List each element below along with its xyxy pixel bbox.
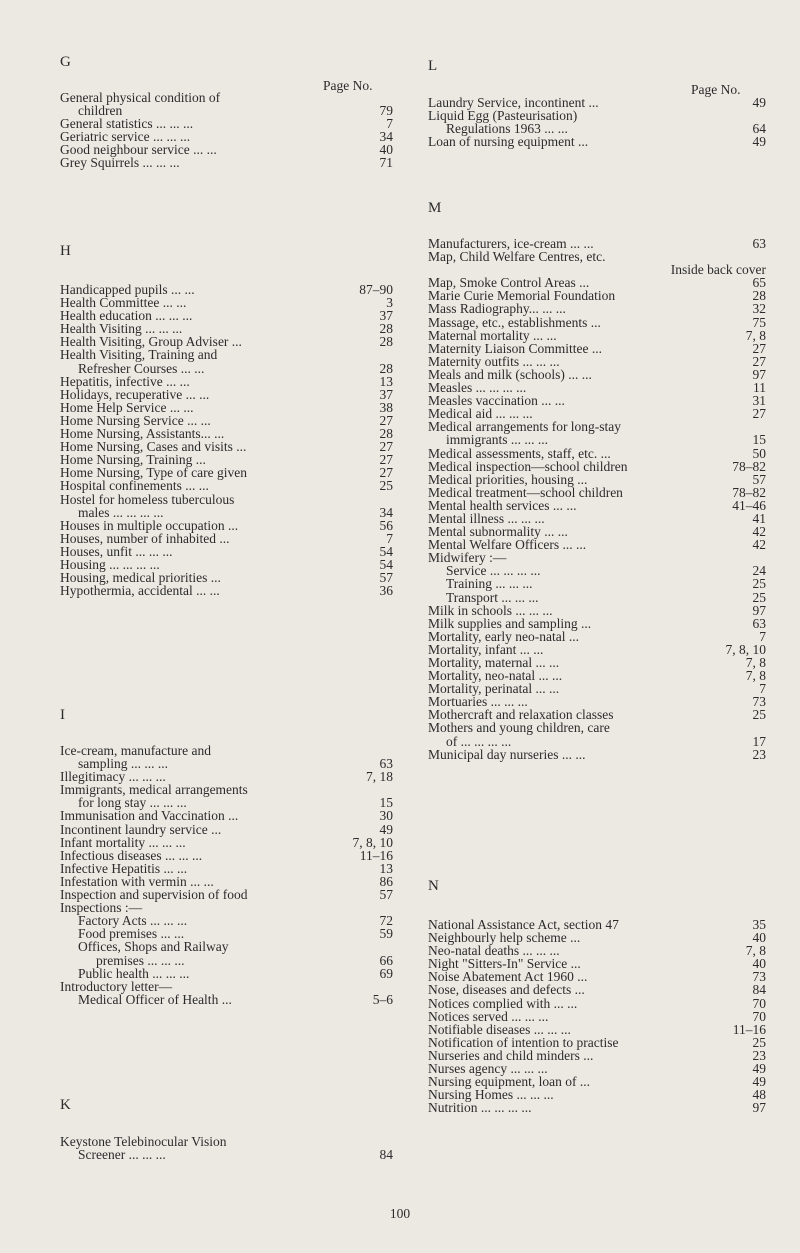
entry-term-line: Liquid Egg (Pasteurisation): [428, 108, 578, 124]
section-m-entries: [428, 237, 766, 761]
entry-term: [428, 1101, 726, 1114]
entry-page-number: 66: [379, 952, 393, 968]
section-l-entries: [428, 96, 766, 148]
section-letter-i: I: [60, 707, 66, 723]
entry-page-number: 27: [379, 412, 393, 428]
entry-term: [60, 156, 353, 169]
entry-term-line: Ice-cream, manufacture and: [60, 743, 212, 758]
entry-term-continuation: sampling ... ... ...: [78, 756, 168, 772]
entry-page-number: 97: [752, 366, 766, 382]
index-subentry: [60, 993, 393, 1006]
entry-page-number: 13: [379, 373, 393, 389]
entry-term-line: Housing ... ... ... ...: [60, 556, 160, 572]
entry-term-line: Houses, number of inhabited ...: [60, 530, 230, 546]
entry-page-number: 64: [752, 121, 766, 137]
entry-term-line: Notices served ... ... ...: [428, 1008, 549, 1024]
entry-term-continuation: Screener ... ... ...: [78, 1147, 166, 1163]
entry-page-number: 65: [752, 275, 766, 291]
entry-term-line: Hostel for homeless tuberculous: [60, 491, 235, 507]
index-entry: [60, 156, 393, 169]
entry-term-line: Inspections :—: [60, 900, 143, 916]
entry-term-line: Maternity outfits ... ... ...: [428, 353, 560, 369]
entry-term: [428, 135, 726, 148]
entry-term-line: Nutrition ... ... ... ...: [428, 1100, 532, 1116]
entry-term-line: Grey Squirrels ... ... ...: [60, 155, 180, 171]
entry-term-line: Home Help Service ... ...: [60, 399, 194, 415]
entry-term-line: Mass Radiography... ... ...: [428, 301, 566, 317]
entry-term-continuation: males ... ... ... ...: [78, 504, 164, 520]
entry-page-number: 78–82: [732, 458, 766, 474]
entry-term-line: Mothers and young children, care: [428, 720, 610, 736]
entry-page-number: 49: [752, 134, 766, 150]
entry-page-number: 34: [379, 504, 393, 520]
entry-page-number: 57: [379, 570, 393, 586]
entry-term: [60, 993, 353, 1006]
entry-term-line: Mortality, early neo-natal ...: [428, 628, 579, 644]
index-note: Inside back cover: [670, 262, 766, 278]
entry-term-line: Mortality, maternal ... ...: [428, 655, 560, 670]
entry-term-line: Infestation with vermin ... ...: [60, 873, 214, 889]
entry-term-line: Health education ... ... ...: [60, 308, 193, 324]
entry-term-line: Neo-natal deaths ... ... ...: [428, 943, 560, 959]
entry-term-line: Good neighbour service ... ...: [60, 142, 217, 158]
entry-page-number: 30: [379, 808, 393, 824]
entry-page-number: 56: [379, 517, 393, 533]
entry-page-number: 69: [379, 965, 393, 981]
entry-term: [60, 584, 353, 597]
entry-term-line: Inspection and supervision of food: [60, 887, 248, 903]
entry-page-number: 63: [752, 236, 766, 251]
entry-term: [60, 493, 353, 519]
entry-term-line: Health Visiting ... ... ...: [60, 321, 183, 337]
entry-term-line: Measles ... ... ... ...: [428, 380, 527, 396]
entry-term-line: Nursing Homes ... ... ...: [428, 1087, 554, 1103]
entry-term-continuation: of ... ... ... ...: [446, 733, 512, 749]
entry-term-line: Maternity Liaison Committee ...: [428, 340, 602, 356]
entry-term-line: Nursing equipment, loan of ...: [428, 1074, 590, 1090]
entry-page-number: 27: [379, 465, 393, 481]
entry-page-number: 71: [379, 155, 393, 171]
page-folio: 100: [389, 1206, 411, 1221]
entry-page-number: 70: [752, 995, 766, 1011]
entry-page-number: 11–16: [359, 847, 393, 863]
entry-page-number: 37: [379, 386, 393, 402]
entry-term-line: Home Nursing, Assistants... ...: [60, 426, 225, 442]
entry-page-number: 38: [379, 399, 393, 415]
entry-term-line: Manufacturers, ice-cream ... ...: [428, 236, 594, 251]
entry-term-line: Mortality, infant ... ...: [428, 641, 544, 657]
entry-page-number: 57: [752, 471, 766, 487]
entry-page-number: 7, 8: [745, 943, 766, 959]
entry-term: [60, 940, 353, 966]
entry-page-number: 31: [752, 393, 766, 409]
entry-term-line: Hospital confinements ... ...: [60, 478, 209, 494]
entry-term-line: Night "Sitters-In" Service ...: [428, 956, 581, 972]
entry-term-line: Houses, unfit ... ... ...: [60, 543, 173, 559]
entry-page-number: 28: [379, 360, 393, 376]
entry-term-line: Transport ... ... ...: [446, 589, 539, 605]
entry-term-line: Medical aid ... ... ...: [428, 406, 533, 422]
index-entry: [60, 91, 393, 117]
index-entry: [428, 1101, 766, 1114]
entry-term-line: Factory Acts ... ... ...: [78, 913, 188, 929]
entry-term: [60, 91, 353, 117]
page-number-heading: Page No.: [323, 78, 373, 93]
entry-term: [428, 109, 726, 135]
entry-page-number: 24: [752, 563, 766, 579]
entry-page-number: 7, 8: [745, 668, 766, 684]
entry-page-number: 49: [752, 1061, 766, 1077]
index-entry: [428, 721, 766, 747]
entry-term-continuation: children: [78, 103, 123, 119]
entry-page-number: 27: [752, 406, 766, 422]
entry-page-number: 37: [379, 308, 393, 324]
index-entry: [428, 109, 766, 135]
entry-term-line: Houses in multiple occupation ...: [60, 517, 239, 533]
entry-term-line: Mental illness ... ... ...: [428, 510, 545, 526]
entry-term-continuation: premises ... ... ...: [96, 952, 185, 968]
entry-page-number: 28: [379, 321, 393, 337]
entry-page-number: 27: [752, 340, 766, 356]
entry-term-line: Immunisation and Vaccination ...: [60, 808, 239, 824]
entry-page-number: 54: [379, 543, 393, 559]
entry-term-line: Food premises ... ...: [78, 926, 185, 942]
section-g-entries: [60, 91, 393, 170]
entry-term-line: Hepatitis, infective ... ...: [60, 373, 190, 389]
entry-term: [428, 748, 726, 761]
entry-term-line: Service ... ... ... ...: [446, 563, 541, 579]
entry-page-number: 25: [752, 707, 766, 723]
entry-page-number: 7: [386, 116, 393, 132]
entry-page-number: 5–6: [372, 991, 393, 1007]
entry-term-line: Notification of intention to practise: [428, 1034, 619, 1050]
entry-term-line: Infectious diseases ... ... ...: [60, 847, 203, 863]
entry-term-continuation: immigrants ... ... ...: [446, 432, 548, 448]
entry-term-line: Handicapped pupils ... ...: [60, 282, 195, 297]
entry-page-number: 59: [379, 926, 393, 942]
entry-term: [60, 744, 353, 770]
entry-term-line: Medical treatment—school children: [428, 484, 623, 500]
entry-term-line: Measles vaccination ... ...: [428, 393, 565, 409]
entry-term-line: Immigrants, medical arrangements: [60, 782, 248, 798]
entry-page-number: 27: [379, 452, 393, 468]
index-entry: [60, 493, 393, 519]
page-number-heading: Page No.: [691, 82, 741, 97]
entry-term-line: Mortality, perinatal ... ...: [428, 681, 560, 697]
entry-page-number: 79: [379, 103, 393, 119]
entry-page-number: 84: [752, 982, 766, 998]
entry-page-number: 15: [379, 795, 393, 811]
entry-page-number: 70: [752, 1008, 766, 1024]
entry-page-number: 49: [379, 821, 393, 837]
entry-term-line: Housing, medical priorities ...: [60, 570, 221, 586]
entry-term-line: Marie Curie Memorial Foundation: [428, 288, 616, 304]
index-entry: [428, 135, 766, 148]
entry-term-line: Loan of nursing equipment ...: [428, 134, 589, 150]
section-letter-n: N: [428, 878, 440, 894]
entry-term-line: Midwifery :—: [428, 550, 507, 566]
entry-page-number: 25: [752, 589, 766, 605]
entry-page-number: 13: [379, 860, 393, 876]
entry-term-line: Mortality, neo-natal ... ...: [428, 668, 563, 684]
entry-page-number: 27: [379, 439, 393, 455]
entry-page-number: 72: [379, 913, 393, 929]
entry-page-number: 23: [752, 746, 766, 762]
entry-term-line: Nurses agency ... ... ...: [428, 1061, 548, 1077]
entry-page-number: 40: [379, 142, 393, 158]
entry-term: [428, 721, 726, 747]
entry-term-line: Municipal day nurseries ... ...: [428, 746, 586, 762]
index-entry: [60, 584, 393, 597]
entry-term: [60, 1135, 353, 1161]
entry-page-number: 42: [752, 524, 766, 540]
entry-page-number: 23: [752, 1047, 766, 1063]
entry-page-number: 63: [379, 756, 393, 772]
entry-term-line: Meals and milk (schools) ... ...: [428, 366, 592, 382]
entry-page-number: 7: [759, 628, 766, 644]
entry-page-number: 49: [752, 95, 766, 110]
entry-term: [428, 420, 726, 446]
entry-term-line: Mental Welfare Officers ... ...: [428, 537, 587, 553]
index-entry: [60, 348, 393, 374]
section-letter-l: L: [428, 58, 439, 74]
entry-term-line: Offices, Shops and Railway: [78, 939, 229, 955]
entry-page-number: 42: [752, 537, 766, 553]
entry-page-number: 84: [379, 1147, 393, 1163]
entry-page-number: 41: [752, 510, 766, 526]
entry-term-line: Infant mortality ... ... ...: [60, 834, 186, 850]
entry-term-line: Medical Officer of Health ...: [78, 991, 232, 1007]
entry-page-number: 25: [379, 478, 393, 494]
entry-page-number: 15: [752, 432, 766, 448]
entry-page-number: 86: [379, 873, 393, 889]
entry-term-line: General statistics ... ... ...: [60, 116, 194, 132]
entry-term-line: Public health ... ... ...: [78, 965, 190, 981]
section-i-entries: [60, 744, 393, 1006]
entry-page-number: 28: [379, 334, 393, 350]
entry-term-line: Mental health services ... ...: [428, 497, 577, 513]
entry-page-number: 57: [379, 887, 393, 903]
entry-term-line: Map, Smoke Control Areas ...: [428, 275, 590, 291]
section-k-entries: [60, 1135, 393, 1161]
entry-page-number: 78–82: [732, 484, 766, 500]
entry-page-number: 41–46: [732, 497, 766, 513]
section-n-entries: [428, 918, 766, 1114]
entry-term-line: Introductory letter—: [60, 978, 173, 994]
entry-term-continuation: Refresher Courses ... ...: [78, 360, 205, 376]
index-entry: [60, 1135, 393, 1161]
entry-page-number: 3: [386, 295, 393, 311]
entry-page-number: 97: [752, 602, 766, 618]
entry-term-line: Training ... ... ...: [446, 576, 533, 592]
entry-page-number: 7, 8: [745, 655, 766, 670]
entry-term: [60, 348, 353, 374]
entry-page-number: 40: [752, 930, 766, 946]
entry-term-line: Incontinent laundry service ...: [60, 821, 222, 837]
index-entry: [428, 748, 766, 761]
section-letter-m: M: [428, 200, 443, 216]
entry-term-continuation: for long stay ... ... ...: [78, 795, 187, 811]
entry-term-line: Infective Hepatitis ... ...: [60, 860, 188, 876]
entry-page-number: 32: [752, 301, 766, 317]
entry-page-number: 7, 8, 10: [725, 641, 766, 657]
entry-page-number: 27: [752, 353, 766, 369]
entry-term-line: Map, Child Welfare Centres, etc.: [428, 249, 606, 265]
entry-page-number: 73: [752, 694, 766, 710]
entry-term-line: Home Nursing Service ... ...: [60, 412, 211, 428]
index-entry: [60, 783, 393, 809]
entry-term-line: Keystone Telebinocular Vision: [60, 1134, 227, 1149]
entry-term-line: Home Nursing, Cases and visits ...: [60, 439, 247, 455]
entry-page-number: 40: [752, 956, 766, 972]
entry-page-number: 17: [752, 733, 766, 749]
entry-term-line: Geriatric service ... ... ...: [60, 129, 191, 145]
entry-term-line: Medical assessments, staff, etc. ...: [428, 445, 611, 461]
entry-term-line: Nurseries and child minders ...: [428, 1047, 594, 1063]
entry-page-number: 11–16: [732, 1021, 766, 1037]
entry-page-number: 97: [752, 1100, 766, 1116]
entry-page-number: 7: [759, 681, 766, 697]
section-letter-g: G: [60, 54, 72, 70]
section-h-entries: [60, 283, 393, 597]
entry-term-continuation: Regulations 1963 ... ...: [446, 121, 568, 137]
entry-page-number: 28: [752, 288, 766, 304]
entry-term-line: Maternal mortality ... ...: [428, 327, 557, 343]
entry-page-number: 36: [379, 583, 393, 599]
entry-term-line: Neighbourly help scheme ...: [428, 930, 581, 946]
entry-page-number: 50: [752, 445, 766, 461]
entry-term-line: Noise Abatement Act 1960 ...: [428, 969, 588, 985]
entry-term-line: Milk in schools ... ... ...: [428, 602, 553, 618]
entry-page-number: 48: [752, 1087, 766, 1103]
entry-page-number: 7, 8, 10: [352, 834, 393, 850]
entry-page-number: 87–90: [359, 282, 393, 297]
index-subentry: [60, 940, 393, 966]
index-entry: [60, 744, 393, 770]
entry-term-line: Health Visiting, Training and: [60, 347, 218, 363]
entry-page-number: 7, 18: [366, 769, 393, 785]
entry-term-line: Illegitimacy ... ... ...: [60, 769, 166, 785]
entry-term-line: Notices complied with ... ...: [428, 995, 578, 1011]
entry-term-line: Medical inspection—school children: [428, 458, 628, 474]
entry-term-line: Home Nursing, Training ...: [60, 452, 206, 468]
entry-term-line: Medical priorities, housing ...: [428, 471, 588, 487]
entry-page-number: 25: [752, 576, 766, 592]
entry-page-number: 11: [753, 380, 766, 396]
entry-term-line: Mental subnormality ... ...: [428, 524, 568, 540]
entry-page-number: 7: [386, 530, 393, 546]
entry-term-line: Holidays, recuperative ... ...: [60, 386, 210, 402]
entry-term-line: Laundry Service, incontinent ...: [428, 95, 599, 110]
entry-term-line: Notifiable diseases ... ... ...: [428, 1021, 571, 1037]
entry-page-number: 7, 8: [745, 327, 766, 343]
section-letter-h: H: [60, 243, 72, 259]
entry-term-line: Health Visiting, Group Adviser ...: [60, 334, 242, 350]
entry-page-number: 49: [752, 1074, 766, 1090]
entry-term-line: Hypothermia, accidental ... ...: [60, 583, 220, 599]
entry-page-number: 73: [752, 969, 766, 985]
entry-term-line: Mothercraft and relaxation classes: [428, 707, 614, 723]
entry-term-line: Home Nursing, Type of care given: [60, 465, 248, 481]
entry-term-line: Massage, etc., establishments ...: [428, 314, 601, 330]
entry-term-line: Medical arrangements for long-stay: [428, 419, 622, 435]
entry-term-line: Health Committee ... ...: [60, 295, 187, 311]
entry-term: [60, 783, 353, 809]
entry-page-number: 34: [379, 129, 393, 145]
entry-page-number: 35: [752, 917, 766, 932]
entry-page-number: 25: [752, 1034, 766, 1050]
section-letter-k: K: [60, 1097, 72, 1113]
entry-term-line: Nose, diseases and defects ...: [428, 982, 585, 998]
index-entry: [428, 420, 766, 446]
entry-term-line: Mortuaries ... ... ...: [428, 694, 528, 710]
entry-term-line: National Assistance Act, section 47: [428, 917, 619, 932]
entry-page-number: 28: [379, 426, 393, 442]
entry-page-number: 63: [752, 615, 766, 631]
entry-page-number: 75: [752, 314, 766, 330]
entry-page-number: 54: [379, 556, 393, 572]
entry-term-line: Milk supplies and sampling ...: [428, 615, 592, 631]
entry-term-line: General physical condition of: [60, 90, 221, 105]
